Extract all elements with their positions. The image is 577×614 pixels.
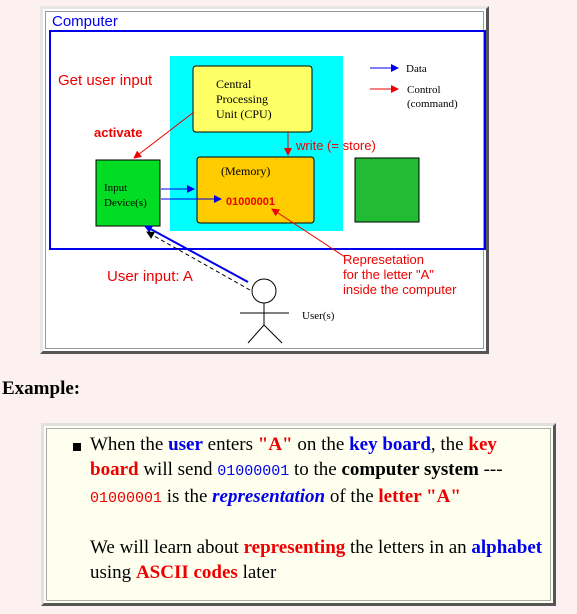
legend-control-label bbox=[407, 84, 458, 110]
text-seg: We will learn about bbox=[90, 537, 244, 558]
text-seg: , the bbox=[430, 434, 469, 455]
text-seg: of the bbox=[325, 486, 379, 507]
text-seg: --- bbox=[478, 459, 503, 480]
memory-label: (Memory) bbox=[221, 164, 271, 178]
legend-data-label: Data bbox=[406, 63, 427, 75]
text-seg: is the bbox=[162, 486, 213, 507]
representation-note bbox=[343, 252, 457, 297]
text-seg: When the bbox=[90, 434, 169, 455]
highlight-keyboard: key board bbox=[349, 434, 431, 455]
input-device-label-line-1: Input bbox=[104, 182, 128, 194]
text-seg: the letters in an bbox=[345, 537, 472, 558]
highlight-user: user bbox=[168, 434, 203, 455]
example-paragraph-1 bbox=[90, 432, 545, 511]
text-seg: enters bbox=[202, 434, 258, 455]
highlight-alphabet: alphabet bbox=[471, 537, 543, 558]
code-value-2: 01000001 bbox=[90, 490, 163, 507]
write-store-label: write (= store) bbox=[296, 138, 376, 153]
example-heading: Example: bbox=[2, 378, 81, 399]
example-box bbox=[41, 423, 556, 606]
cpu-label-line-3: Unit (CPU) bbox=[216, 107, 272, 121]
highlight-representing: representing bbox=[243, 537, 346, 558]
text-seg: using bbox=[90, 562, 136, 583]
activate-label: activate bbox=[94, 125, 143, 140]
highlight-letter-a: letter "A" bbox=[378, 486, 461, 507]
representation-note-line-1: Represetation bbox=[343, 252, 424, 267]
highlight-keyboard-2: key board bbox=[90, 434, 497, 480]
users-label: User(s) bbox=[302, 310, 335, 322]
computer-title: Computer bbox=[52, 13, 118, 30]
text-seg: later bbox=[237, 562, 277, 583]
input-device-label-line-2: Device(s) bbox=[104, 197, 147, 209]
representation-note-line-3: inside the computer bbox=[343, 282, 457, 297]
user-input-label: User input: A bbox=[107, 268, 193, 285]
text-seg: on the bbox=[292, 434, 350, 455]
example-text bbox=[90, 432, 545, 585]
highlight-a: "A" bbox=[257, 434, 293, 455]
code-value-1: 01000001 bbox=[217, 463, 290, 480]
output-device-box bbox=[355, 158, 419, 222]
legend-control-line-2: (command) bbox=[407, 98, 458, 110]
cpu-label-line-1: Central bbox=[216, 77, 252, 91]
text-seg: will send bbox=[138, 459, 218, 480]
cpu-label-line-2: Processing bbox=[216, 92, 268, 106]
highlight-computer-system: computer system bbox=[341, 459, 479, 480]
get-user-input-label: Get user input bbox=[58, 72, 153, 89]
text-seg: to the bbox=[289, 459, 342, 480]
highlight-representation: representation bbox=[212, 486, 326, 507]
memory-value: 01000001 bbox=[226, 196, 275, 208]
bullet-marker bbox=[73, 443, 81, 451]
example-paragraph-2 bbox=[90, 535, 545, 585]
representation-note-line-2: for the letter "A" bbox=[343, 267, 434, 282]
highlight-ascii: ASCII codes bbox=[135, 562, 238, 583]
legend-control-line-1: Control bbox=[407, 84, 441, 96]
